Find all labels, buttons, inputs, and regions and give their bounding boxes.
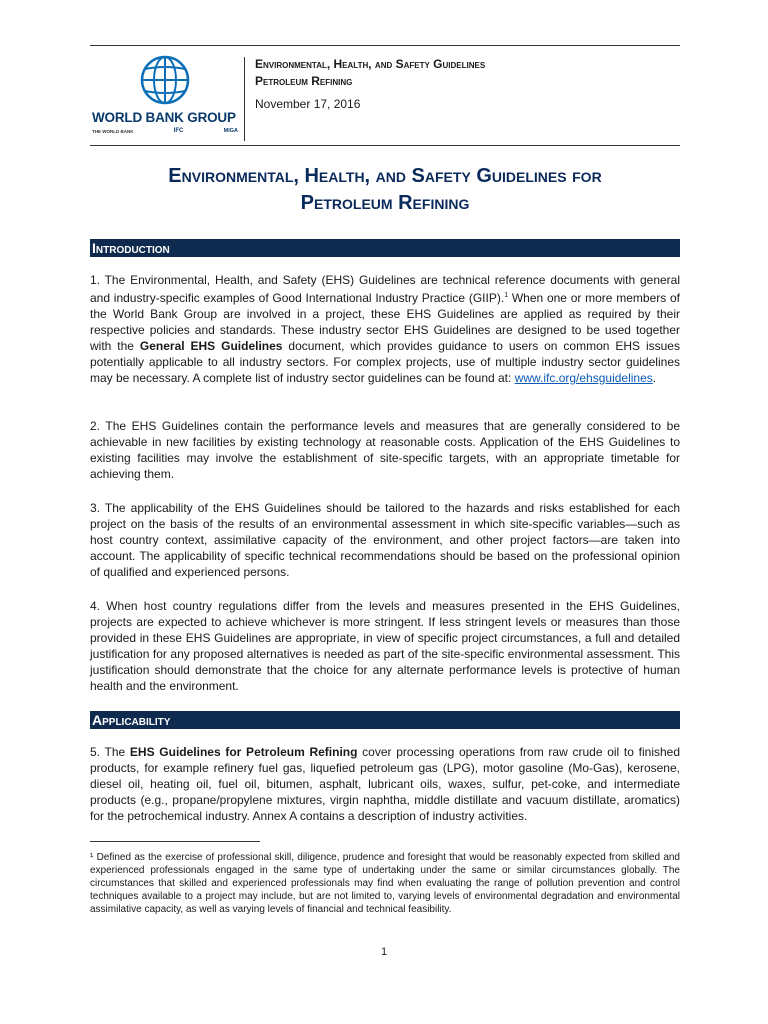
- footnote-ref-1: 1: [504, 292, 509, 299]
- paragraph-1-text-c: document, which provides guidance to users on common EHS issues potentially applicable to all industry sectors. For complex projects, use of multiple industry sector guidelines may be necessary. A complete list of industry sector guidelines can be found at:: [90, 339, 680, 385]
- page-number: 1: [380, 946, 388, 958]
- logo-member-ifc: IFC: [173, 128, 184, 134]
- paragraph-2: 2. The EHS Guidelines contain the performance levels and measures that are generally considered to be achievable in new facilities by existing technology at reasonable costs. Application of the EHS Guidelines to existing facilities may involve the establishment of site-specific targets, with an appropriate timetable for achieving them.: [90, 419, 680, 481]
- footnote-1: ¹ Defined as the exercise of professional skill, diligence, prudence and foresight that would be reasonably expected from skilled and experienced professionals engaged in the same type of undertaking under the same or similar circumstances globally. The circumstances that skilled and experienced professionals may find when evaluating the range of pollution prevention and control techniques available to a project may include, but are not limited to, varying levels of environmental degradation and environmental assimilative capacity, as well as varying levels of financial and technical feasibility.: [90, 852, 680, 915]
- logo-brand-text: WORLD BANK GROUP: [92, 110, 236, 125]
- paragraph-5-text-b: cover processing operations from raw crude oil to finished products, for example refinery fuel gas, liquefied petroleum gas (LPG), motor gasoline (Mo-Gas), kerosene, diesel oil, heating oil, fuel oil, bitumen, asphalt, lubricant oils, waxes, sulfur, pet-coke, and intermediate products (e.g., propane/propylene mixtures, virgin naphtha, middle distillate and vacuum distillate, aromatics) for the petrochemical industry. Annex A contains a description of industry activities.: [90, 745, 681, 823]
- paragraph-1-text-b: When one or more members of the World Bank Group are involved in a project, these EHS Guidelines are applied as required by their respective policies and standards. These industry sector EHS Guidelines are designed to be used together with the: [90, 291, 680, 353]
- section-heading-introduction: Introduction: [90, 239, 680, 257]
- paragraph-5-text-a: 5. The: [90, 745, 130, 759]
- logo-member-miga: MIGA: [223, 128, 238, 134]
- document-title-line1: Environmental, Health, and Safety Guidelines for: [168, 165, 602, 187]
- document-title: [90, 163, 680, 217]
- header-title-line1: Environmental, Health, and Safety Guidelines: [255, 57, 486, 71]
- paragraph-5: [90, 744, 680, 824]
- header-divider: [244, 57, 245, 141]
- globe-icon: [139, 54, 191, 106]
- logo-member-world-bank: THE WORLD BANK: [92, 128, 134, 134]
- paragraph-5-bold: EHS Guidelines for Petroleum Refining: [129, 745, 358, 759]
- ehs-guidelines-link[interactable]: www.ifc.org/ehsguidelines: [514, 371, 653, 385]
- header-title-line2: Petroleum Refining: [255, 74, 353, 88]
- paragraph-3: 3. The applicability of the EHS Guidelines should be tailored to the hazards and risks established for each project on the basis of the results of an environmental assessment in which site-specific variables—such as host country context, assimilative capacity of the environment, and other project factors—are taken into account. The applicability of specific technical recommendations should be based on the professional opinion of qualified and experienced persons.: [90, 501, 680, 579]
- paragraph-1-end: .: [652, 371, 657, 385]
- section-heading-applicability: Applicability: [90, 711, 680, 729]
- paragraph-1-text-a: 1. The Environmental, Health, and Safety (EHS) Guidelines are technical reference documents with general and industry-specific examples of Good International Industry Practice (GIIP).: [90, 273, 680, 305]
- header-top-rule: [90, 45, 680, 46]
- paragraph-1: [90, 272, 680, 386]
- header-bottom-rule: [90, 145, 680, 146]
- world-bank-group-logo: [90, 52, 240, 142]
- paragraph-4: 4. When host country regulations differ from the levels and measures presented in the EHS Guidelines, projects are expected to achieve whichever is more stringent. If less stringent levels or measures than those provided in these EHS Guidelines are appropriate, in view of specific project circumstances, a full and detailed justification for any proposed alternatives is needed as part of the site-specific environmental assessment. This justification should demonstrate that the choice for any alternate performance levels is protective of human health and the environment.: [90, 599, 680, 693]
- document-title-line2: Petroleum Refining: [300, 192, 470, 214]
- footnote-separator: [90, 841, 260, 842]
- logo-member-institutions: [92, 128, 238, 134]
- header-title: [255, 56, 675, 90]
- paragraph-1-bold: General EHS Guidelines: [139, 339, 283, 353]
- header-date: November 17, 2016: [255, 97, 361, 111]
